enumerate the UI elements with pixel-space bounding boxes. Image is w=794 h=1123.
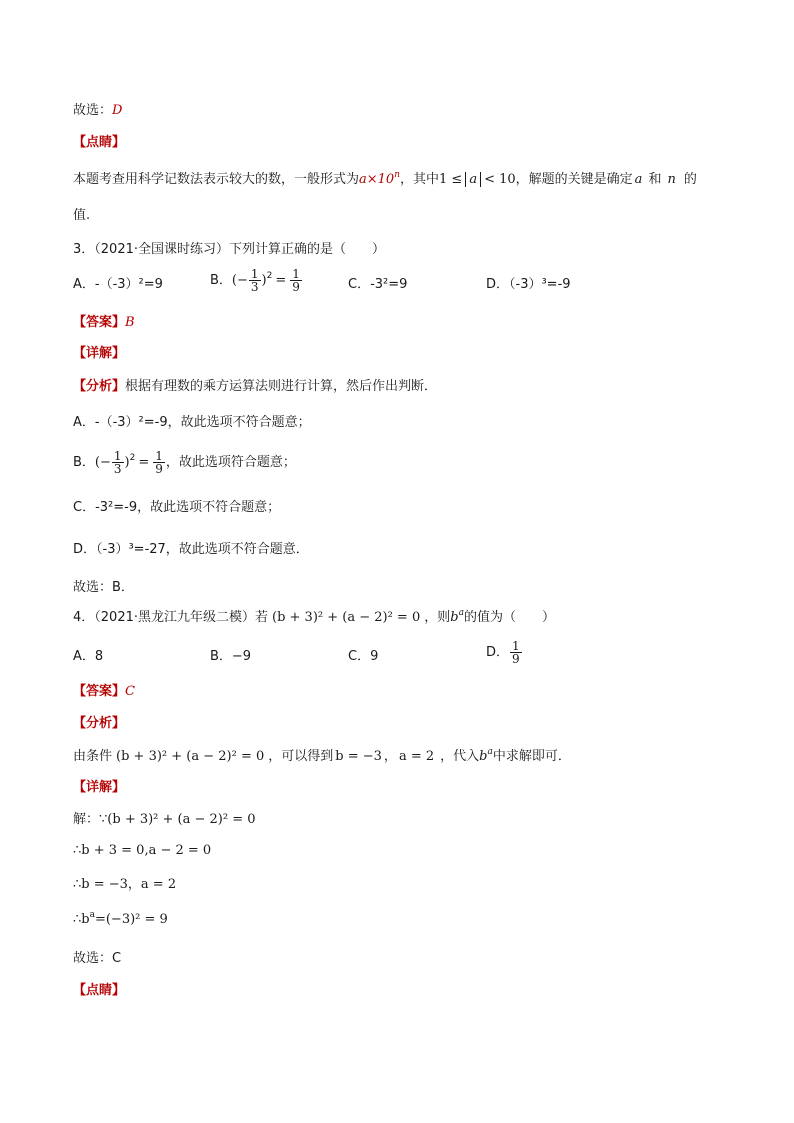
q4-analysis <box>73 747 571 767</box>
answer-value: C <box>125 684 135 699</box>
fraction <box>290 268 302 293</box>
q4-sol-4 <box>73 910 168 930</box>
range-var: a <box>465 172 481 187</box>
equals: = <box>138 455 150 470</box>
expr-part: ) <box>261 273 267 288</box>
review-text-part: 和 <box>648 172 662 187</box>
q3-option-d: D．（-3）³=-9 <box>486 277 571 292</box>
q4-analysis-heading: 【分析】 <box>73 716 126 731</box>
review-text <box>73 170 697 190</box>
sol-exponent: a <box>89 910 95 920</box>
denominator: 9 <box>155 462 163 476</box>
base: b <box>450 610 459 625</box>
q3-option-b <box>210 268 303 293</box>
answer-label: 【答案】 <box>73 684 126 699</box>
numerator: 1 <box>155 449 163 463</box>
review-text-part: ，解题的关键是确定 <box>515 172 633 187</box>
var-n: n <box>667 172 676 187</box>
q4-option-a: A．8 <box>73 649 104 664</box>
stem-text: 4．（2021·黑龙江九年级二模）若 <box>73 610 268 625</box>
review-text-part: 的 <box>683 172 697 187</box>
q3-option-c: C．-3²=9 <box>348 277 408 292</box>
answer-value: B <box>125 315 135 330</box>
stem-text: ，则 <box>424 610 451 625</box>
analysis-power <box>479 749 493 764</box>
q3-answer <box>73 313 135 333</box>
q3-conclusion: 故选：B． <box>73 580 134 595</box>
q3-line-c: C．-3²=-9，故此选项不符合题意； <box>73 500 281 515</box>
expr-part: ) <box>124 455 130 470</box>
conclusion-answer: D <box>112 103 123 118</box>
analysis-text: ，代入 <box>440 749 480 764</box>
q3-analysis <box>73 377 437 397</box>
exponent: 2 <box>266 271 273 281</box>
sol-expr: ∵(b + 3)² + (a − 2)² = 0 <box>99 812 256 827</box>
numerator: 1 <box>250 267 259 281</box>
range-right: < 10 <box>484 172 516 187</box>
q3-stem: 3．（2021·全国课时练习）下列计算正确的是（ ） <box>73 242 385 257</box>
stem-expr: (b + 3)² + (a − 2)² = 0 <box>272 610 421 625</box>
q3-line-a: A．-（-3）²=-9，故此选项不符合题意； <box>73 415 311 430</box>
q4-detail-heading: 【详解】 <box>73 780 126 795</box>
fraction <box>112 450 124 475</box>
q4-conclusion: 故选：C <box>73 951 122 966</box>
base: b <box>479 749 488 764</box>
review-heading: 【点睛】 <box>73 135 126 150</box>
option-label: B． <box>73 455 95 470</box>
conclusion-text: 故选： <box>73 103 113 118</box>
denominator: 9 <box>512 652 520 666</box>
stem-power <box>450 610 464 625</box>
sci-notation <box>359 172 400 187</box>
expr-part: (− <box>231 273 248 288</box>
fraction <box>249 268 261 293</box>
review-text-end: 值. <box>73 208 91 223</box>
option-label: B． <box>210 273 232 288</box>
fraction <box>153 450 165 475</box>
review-text-part: 本题考查用科学记数法表示较大的数，一般形式为 <box>73 172 360 187</box>
value-a: a = 2 <box>398 749 435 764</box>
var-a: a <box>634 172 643 187</box>
sci-base: a×10 <box>359 172 395 187</box>
q4-sol-3: ∴b = −3，a = 2 <box>73 877 177 892</box>
q4-review-heading: 【点睛】 <box>73 983 126 998</box>
range-left: 1 ≤ <box>439 172 463 187</box>
line-tail: ，故此选项符合题意； <box>165 455 296 470</box>
exponent: a <box>458 608 464 618</box>
q4-option-b: B．−9 <box>210 649 252 664</box>
sci-exp: n <box>394 170 400 180</box>
q4-sol-2: ∴b + 3 = 0,a − 2 = 0 <box>73 843 212 858</box>
fraction <box>510 640 522 665</box>
q4-sol-1 <box>73 810 256 830</box>
numerator: 1 <box>512 639 520 653</box>
range-expr <box>439 172 516 187</box>
analysis-text: 中求解即可． <box>492 749 571 764</box>
value-b: b = −3 <box>335 749 382 764</box>
analysis-label: 【分析】 <box>73 379 126 394</box>
review-text-part: ，其中 <box>400 172 440 187</box>
denominator: 9 <box>292 280 300 294</box>
q4-option-d <box>486 640 523 665</box>
denominator: 3 <box>250 280 259 294</box>
q3-line-b <box>73 450 296 475</box>
analysis-text: ，可以得到 <box>268 749 334 764</box>
equals: = <box>275 273 287 288</box>
q3-option-a: A．-（-3）²=9 <box>73 277 163 292</box>
exponent: 2 <box>129 453 136 463</box>
analysis-expr: (b + 3)² + (a − 2)² = 0 <box>116 749 265 764</box>
q4-option-c: C．9 <box>348 649 379 664</box>
q3-detail-heading: 【详解】 <box>73 346 126 361</box>
exponent: a <box>487 747 493 757</box>
analysis-text: 根据有理数的乘方运算法则进行计算，然后作出判断． <box>125 379 438 394</box>
q4-answer <box>73 682 135 702</box>
sol-expr: =(−3)² = 9 <box>94 912 168 927</box>
analysis-text: 由条件 <box>73 749 113 764</box>
q3-line-d: D．（-3）³=-27，故此选项不符合题意． <box>73 542 309 557</box>
numerator: 1 <box>292 267 300 281</box>
sol-base: ∴b <box>73 912 90 927</box>
conclusion-line <box>73 101 122 121</box>
stem-text: 的值为（ ） <box>463 610 555 625</box>
separator: ， <box>383 749 397 764</box>
sol-label: 解： <box>73 812 100 827</box>
q4-stem <box>73 608 555 628</box>
answer-label: 【答案】 <box>73 315 126 330</box>
expr-part: (− <box>94 455 111 470</box>
option-label: D． <box>486 645 510 660</box>
numerator: 1 <box>113 449 122 463</box>
denominator: 3 <box>113 462 122 476</box>
